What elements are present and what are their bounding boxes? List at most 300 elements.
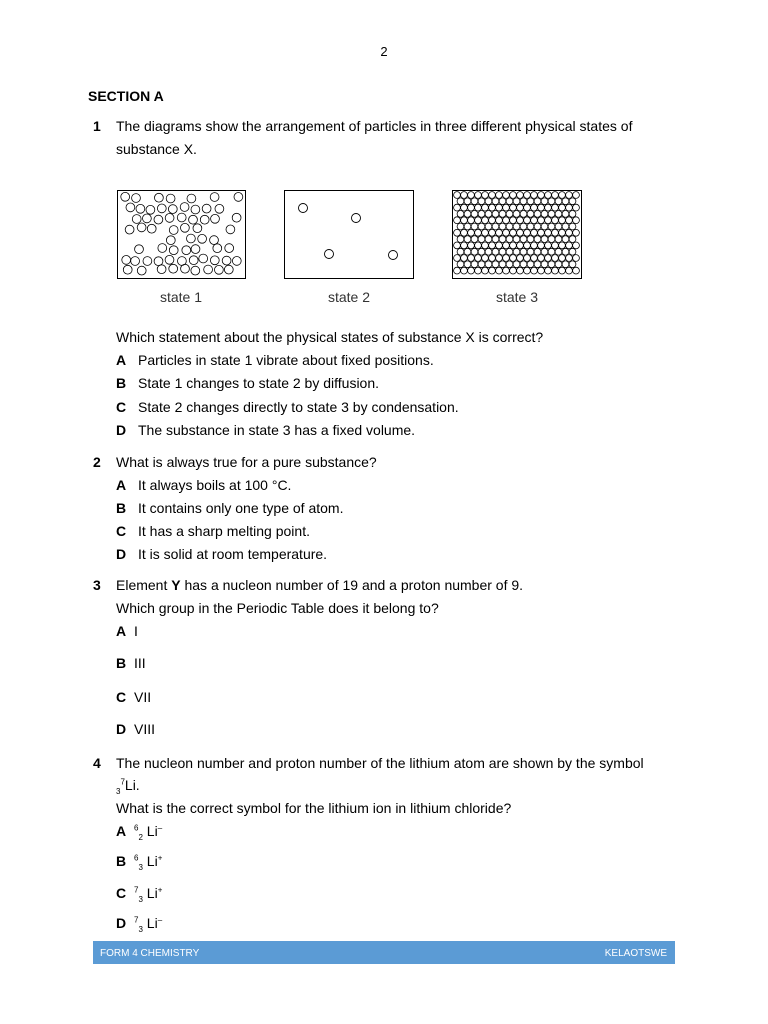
particle xyxy=(541,248,548,255)
particle xyxy=(496,192,503,199)
particle xyxy=(538,242,545,249)
particle xyxy=(158,244,167,253)
option-text: VII xyxy=(134,689,152,705)
particle xyxy=(169,264,178,273)
particle xyxy=(573,255,580,262)
option-label: D xyxy=(116,915,127,931)
particle xyxy=(499,236,506,243)
particle xyxy=(524,255,531,262)
particle xyxy=(177,213,186,222)
particle xyxy=(562,261,569,268)
particle xyxy=(548,261,555,268)
particle xyxy=(475,204,482,211)
question-4-stem: The nucleon number and proton number of the lithium atom are shown by the symbol xyxy=(116,755,644,771)
particle xyxy=(569,248,576,255)
particle xyxy=(154,257,163,266)
ion-charge: + xyxy=(157,885,163,895)
option-label: B xyxy=(116,500,127,516)
option-label: C xyxy=(116,689,127,705)
particle xyxy=(478,211,485,218)
particle xyxy=(531,229,538,236)
particle xyxy=(125,225,134,234)
particle xyxy=(566,242,573,249)
particle xyxy=(496,242,503,249)
particle xyxy=(478,248,485,255)
question-2-option-a[interactable] xyxy=(116,477,291,493)
state-2-caption: state 2 xyxy=(327,289,371,305)
particle xyxy=(461,217,468,224)
particle xyxy=(199,254,208,263)
particle xyxy=(492,261,499,268)
particle xyxy=(157,265,166,274)
question-1-prompt: Which statement about the physical states of substance X is correct? xyxy=(116,329,544,345)
particle xyxy=(573,217,580,224)
particle xyxy=(559,242,566,249)
particle xyxy=(562,248,569,255)
particle xyxy=(492,223,499,230)
footer-bar xyxy=(93,941,675,964)
state-3-caption: state 3 xyxy=(495,289,539,305)
particle xyxy=(232,213,241,222)
particle xyxy=(506,223,513,230)
particle xyxy=(559,267,566,274)
particle xyxy=(510,204,517,211)
option-label: D xyxy=(116,721,127,737)
particle xyxy=(182,246,191,255)
particle xyxy=(538,267,545,274)
particle xyxy=(513,198,520,205)
question-3-option-a[interactable] xyxy=(116,623,138,639)
particle xyxy=(520,223,527,230)
proton-number: 3 xyxy=(138,924,143,934)
particle xyxy=(520,198,527,205)
particle xyxy=(468,217,475,224)
question-4-option-c[interactable] xyxy=(116,885,162,904)
question-4-option-b[interactable] xyxy=(116,853,162,872)
particle xyxy=(137,223,146,232)
particle xyxy=(215,204,224,213)
question-3-number: 3 xyxy=(93,577,101,593)
particle xyxy=(457,236,464,243)
particle xyxy=(506,248,513,255)
particle xyxy=(566,204,573,211)
particle xyxy=(187,234,196,243)
particle xyxy=(200,215,209,224)
particle xyxy=(566,192,573,199)
particle xyxy=(210,256,219,265)
particle xyxy=(464,236,471,243)
particle xyxy=(154,215,163,224)
particle xyxy=(234,193,243,202)
particle xyxy=(464,198,471,205)
particle xyxy=(482,192,489,199)
particle xyxy=(464,223,471,230)
particle xyxy=(541,198,548,205)
particle xyxy=(461,192,468,199)
particle xyxy=(524,204,531,211)
particle xyxy=(555,248,562,255)
particle xyxy=(225,244,234,253)
particle xyxy=(489,229,496,236)
particle xyxy=(461,242,468,249)
question-3-option-b[interactable] xyxy=(116,655,146,671)
particle xyxy=(524,267,531,274)
particle xyxy=(552,242,559,249)
particle xyxy=(165,214,174,223)
particle xyxy=(166,236,175,245)
question-2-number: 2 xyxy=(93,454,101,470)
particle xyxy=(573,229,580,236)
particle xyxy=(566,229,573,236)
particle xyxy=(475,229,482,236)
particle xyxy=(210,236,219,245)
particle xyxy=(541,223,548,230)
particle xyxy=(573,242,580,249)
state-1-diagram xyxy=(117,190,246,279)
particle xyxy=(527,198,534,205)
particle xyxy=(524,192,531,199)
proton-number: 3 xyxy=(116,786,121,796)
particle xyxy=(496,217,503,224)
particle xyxy=(503,229,510,236)
ion-charge: – xyxy=(157,823,163,833)
particle xyxy=(132,194,141,203)
particle xyxy=(468,242,475,249)
particle xyxy=(503,204,510,211)
particle xyxy=(137,266,146,275)
particle xyxy=(181,223,190,232)
particle xyxy=(189,215,198,224)
particle xyxy=(503,255,510,262)
particle xyxy=(545,229,552,236)
footer-left: FORM 4 CHEMISTRY xyxy=(100,948,200,959)
option-label: C xyxy=(116,885,127,901)
particle xyxy=(489,217,496,224)
particle xyxy=(464,261,471,268)
particle xyxy=(506,211,513,218)
particle xyxy=(534,223,541,230)
particle xyxy=(510,229,517,236)
particle xyxy=(224,265,233,274)
particle xyxy=(489,242,496,249)
particle xyxy=(503,217,510,224)
particle xyxy=(489,192,496,199)
ion-symbol: Li xyxy=(146,885,158,901)
option-label: D xyxy=(116,422,127,438)
particle xyxy=(527,248,534,255)
particle xyxy=(524,217,531,224)
particle xyxy=(485,236,492,243)
option-text: Particles in state 1 vibrate about fixed positions. xyxy=(138,352,434,368)
particle xyxy=(198,234,207,243)
state-3-particles xyxy=(453,191,580,277)
particle xyxy=(524,242,531,249)
particle xyxy=(541,211,548,218)
particle xyxy=(562,236,569,243)
particle xyxy=(517,192,524,199)
particle xyxy=(475,192,482,199)
particle xyxy=(143,214,152,223)
option-text: State 1 changes to state 2 by diffusion. xyxy=(138,375,380,391)
particle xyxy=(454,229,461,236)
particle xyxy=(468,192,475,199)
particle xyxy=(457,261,464,268)
question-1-number: 1 xyxy=(93,118,101,134)
particle xyxy=(146,205,155,214)
particle xyxy=(569,223,576,230)
particle xyxy=(569,198,576,205)
particle xyxy=(496,204,503,211)
particle xyxy=(566,217,573,224)
particle xyxy=(389,251,398,260)
particle xyxy=(454,192,461,199)
particle xyxy=(478,236,485,243)
question-2-option-d[interactable] xyxy=(116,546,327,562)
particle xyxy=(548,236,555,243)
particle xyxy=(147,224,156,233)
question-4-option-d[interactable] xyxy=(116,915,162,934)
particle xyxy=(573,192,580,199)
particle xyxy=(485,248,492,255)
option-text: III xyxy=(134,655,146,671)
particle xyxy=(457,248,464,255)
particle xyxy=(461,204,468,211)
option-label: B xyxy=(116,853,127,869)
particle xyxy=(513,248,520,255)
particle xyxy=(527,261,534,268)
question-3-option-d[interactable] xyxy=(116,721,155,737)
question-1-stem-line2: substance X. xyxy=(116,141,197,157)
particle xyxy=(454,204,461,211)
particle xyxy=(202,204,211,213)
particle xyxy=(524,229,531,236)
ion-symbol: Li xyxy=(146,853,158,869)
ion-symbol: Li xyxy=(146,915,158,931)
particle xyxy=(496,255,503,262)
question-4-option-a[interactable] xyxy=(116,823,162,842)
particle xyxy=(534,211,541,218)
particle xyxy=(482,217,489,224)
particle xyxy=(548,211,555,218)
particle xyxy=(555,223,562,230)
state-1-caption: state 1 xyxy=(159,289,203,305)
particle xyxy=(123,265,132,274)
particle xyxy=(468,267,475,274)
particle xyxy=(165,255,174,264)
particle xyxy=(531,204,538,211)
state-3-diagram xyxy=(452,190,582,279)
particle xyxy=(492,236,499,243)
particle xyxy=(503,242,510,249)
option-label: A xyxy=(116,823,127,839)
particle xyxy=(132,215,141,224)
particle xyxy=(510,217,517,224)
particle xyxy=(520,211,527,218)
particle xyxy=(135,245,144,254)
particle xyxy=(478,261,485,268)
proton-number: 2 xyxy=(138,832,143,842)
particle xyxy=(559,204,566,211)
option-label: D xyxy=(116,546,127,562)
particle xyxy=(475,242,482,249)
particle xyxy=(520,261,527,268)
particle xyxy=(531,192,538,199)
option-text: I xyxy=(134,623,138,639)
particle xyxy=(517,267,524,274)
option-text: It always boils at 100 °C. xyxy=(138,477,292,493)
particle xyxy=(559,229,566,236)
particle xyxy=(478,198,485,205)
particle xyxy=(538,229,545,236)
particle xyxy=(510,192,517,199)
particle xyxy=(468,255,475,262)
particle xyxy=(552,204,559,211)
nucleon-number: 7 xyxy=(134,915,139,925)
particle xyxy=(548,223,555,230)
ion-charge: + xyxy=(157,853,163,863)
page-number: 2 xyxy=(380,44,388,59)
question-1-option-c[interactable] xyxy=(116,399,459,415)
state-2-particles xyxy=(285,191,412,277)
particle xyxy=(534,198,541,205)
particle xyxy=(527,236,534,243)
question-1-option-d[interactable] xyxy=(116,422,415,438)
option-text: The substance in state 3 has a fixed volume. xyxy=(138,422,416,438)
particle xyxy=(520,248,527,255)
particle xyxy=(513,211,520,218)
particle xyxy=(517,242,524,249)
stem-post: has a nucleon number of 19 and a proton number of 9. xyxy=(180,577,524,593)
particle xyxy=(211,214,220,223)
particle xyxy=(555,261,562,268)
particle xyxy=(562,211,569,218)
particle xyxy=(482,229,489,236)
option-text: VIII xyxy=(134,721,156,737)
particle xyxy=(122,256,131,265)
particle xyxy=(143,257,152,266)
particle xyxy=(569,236,576,243)
particle xyxy=(485,261,492,268)
question-1-option-b[interactable] xyxy=(116,375,379,391)
option-text: State 2 changes directly to state 3 by condensation. xyxy=(138,399,459,415)
particle xyxy=(541,236,548,243)
particle xyxy=(461,255,468,262)
particle xyxy=(513,236,520,243)
particle xyxy=(492,198,499,205)
proton-number: 3 xyxy=(138,862,143,872)
particle xyxy=(181,264,190,273)
particle xyxy=(548,198,555,205)
particle xyxy=(538,217,545,224)
option-label: B xyxy=(116,655,127,671)
particle xyxy=(461,267,468,274)
particle xyxy=(510,267,517,274)
particle xyxy=(489,204,496,211)
particle xyxy=(468,229,475,236)
option-label: A xyxy=(116,477,127,493)
particle xyxy=(552,217,559,224)
particle xyxy=(471,236,478,243)
particle xyxy=(222,256,231,265)
question-3-option-c[interactable] xyxy=(116,689,151,705)
particle xyxy=(499,211,506,218)
particle xyxy=(517,255,524,262)
particle xyxy=(454,255,461,262)
state-2-diagram xyxy=(284,190,414,279)
particle xyxy=(457,211,464,218)
particle xyxy=(517,204,524,211)
particle xyxy=(559,217,566,224)
particle xyxy=(187,194,196,203)
particle xyxy=(555,211,562,218)
particle xyxy=(517,229,524,236)
particle xyxy=(545,255,552,262)
option-text: It has a sharp melting point. xyxy=(138,523,310,539)
particle xyxy=(155,193,164,202)
particle xyxy=(545,267,552,274)
particle xyxy=(193,224,202,233)
particle xyxy=(475,267,482,274)
option-text: It is solid at room temperature. xyxy=(138,546,328,562)
particle xyxy=(548,248,555,255)
question-3-prompt: Which group in the Periodic Table does it belong to? xyxy=(116,600,439,616)
particle xyxy=(506,236,513,243)
particle xyxy=(531,217,538,224)
particle xyxy=(131,257,140,266)
particle xyxy=(573,267,580,274)
particle xyxy=(566,267,573,274)
particle xyxy=(157,204,166,213)
question-2-stem: What is always true for a pure substance? xyxy=(116,454,377,470)
particle xyxy=(513,261,520,268)
particle xyxy=(566,255,573,262)
particle xyxy=(232,257,241,266)
particle xyxy=(126,203,135,212)
particle xyxy=(180,203,189,212)
particle xyxy=(496,229,503,236)
particle xyxy=(489,255,496,262)
particle xyxy=(121,192,130,201)
particle xyxy=(485,198,492,205)
particle xyxy=(534,248,541,255)
particle xyxy=(527,211,534,218)
particle xyxy=(555,236,562,243)
particle xyxy=(461,229,468,236)
particle xyxy=(191,205,200,214)
question-2-option-c[interactable] xyxy=(116,523,310,539)
question-3-stem xyxy=(116,577,523,593)
particle xyxy=(210,193,219,202)
particle xyxy=(527,223,534,230)
particle xyxy=(545,204,552,211)
particle xyxy=(545,242,552,249)
question-1-option-a[interactable] xyxy=(116,352,434,368)
particle xyxy=(496,267,503,274)
question-2-option-b[interactable] xyxy=(116,500,343,516)
particle xyxy=(513,223,520,230)
particle xyxy=(520,236,527,243)
particle xyxy=(506,198,513,205)
option-label: A xyxy=(116,623,127,639)
particle xyxy=(506,261,513,268)
particle xyxy=(534,236,541,243)
option-label: C xyxy=(116,399,127,415)
particle xyxy=(168,205,177,214)
ion-charge: – xyxy=(157,915,163,925)
nucleon-number: 6 xyxy=(134,853,139,863)
particle xyxy=(166,194,175,203)
particle xyxy=(471,223,478,230)
